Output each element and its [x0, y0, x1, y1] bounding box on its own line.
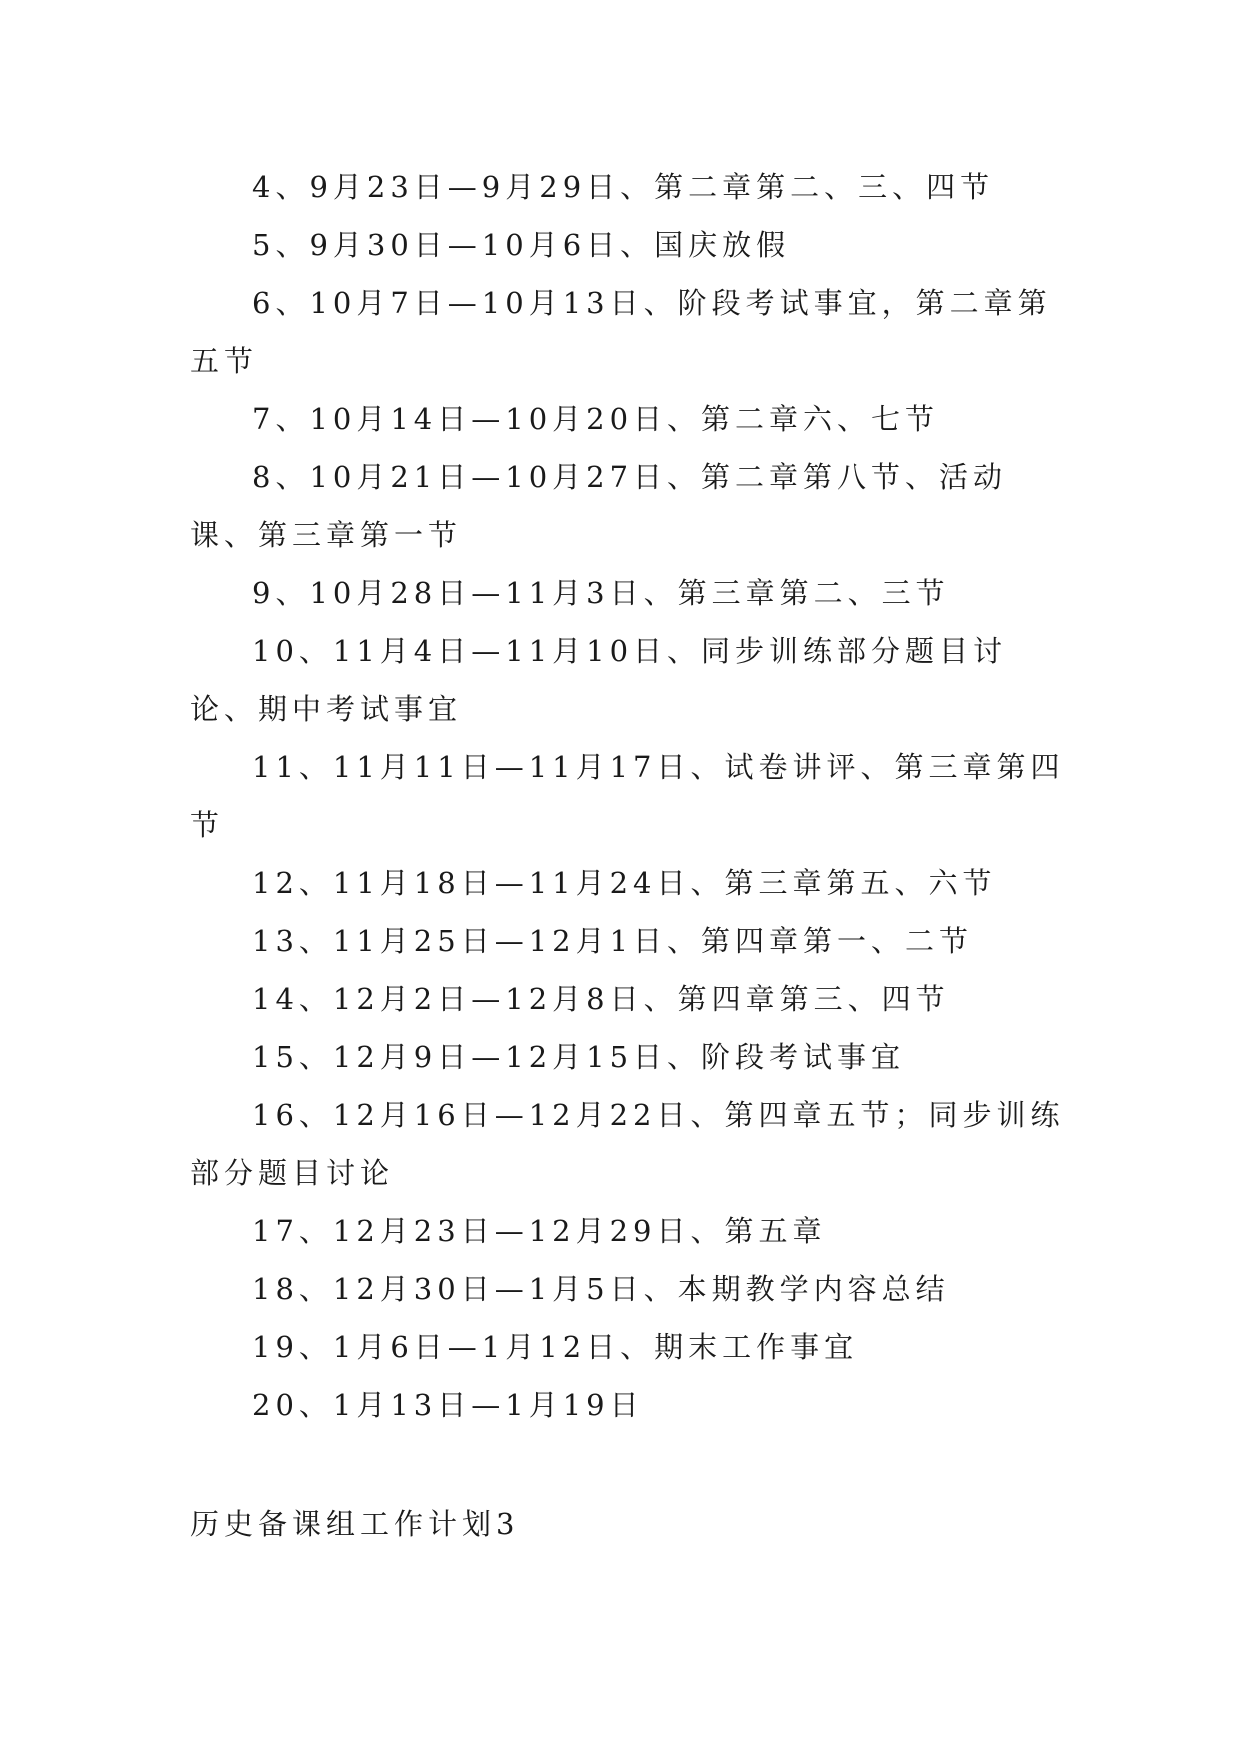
schedule-item: 20、1月13日—1月19日 [252, 1388, 644, 1422]
schedule-item: 11、11月11日—11月17日、试卷讲评、第三章第四节 [190, 750, 1065, 842]
schedule-item: 5、9月30日—10月6日、国庆放假 [252, 228, 791, 262]
schedule-item: 7、10月14日—10月20日、第二章六、七节 [252, 402, 940, 436]
schedule-item: 19、1月6日—1月12日、期末工作事宜 [252, 1330, 859, 1364]
schedule-item: 16、12月16日—12月22日、第四章五节；同步训练部分题目讨论 [190, 1098, 1065, 1190]
section-heading: 历史备课组工作计划3 [190, 1507, 520, 1541]
schedule-item: 12、11月18日—11月24日、第三章第五、六节 [252, 866, 997, 900]
schedule-item: 9、10月28日—11月3日、第三章第二、三节 [252, 576, 950, 610]
schedule-item: 17、12月23日—12月29日、第五章 [252, 1214, 827, 1248]
schedule-item: 18、12月30日—1月5日、本期教学内容总结 [252, 1272, 950, 1306]
schedule-item: 10、11月4日—11月10日、同步训练部分题目讨论、期中考试事宜 [190, 634, 1008, 726]
schedule-item: 8、10月21日—10月27日、第二章第八节、活动课、第三章第一节 [190, 460, 1008, 552]
schedule-item: 4、9月23日—9月29日、第二章第二、三、四节 [252, 170, 995, 204]
schedule-item: 15、12月9日—12月15日、阶段考试事宜 [252, 1040, 906, 1074]
schedule-item: 6、10月7日—10月13日、阶段考试事宜，第二章第五节 [190, 286, 1052, 378]
schedule-item: 14、12月2日—12月8日、第四章第三、四节 [252, 982, 950, 1016]
schedule-item: 13、11月25日—12月1日、第四章第一、二节 [252, 924, 974, 958]
weekly-schedule-list [190, 158, 1070, 1434]
